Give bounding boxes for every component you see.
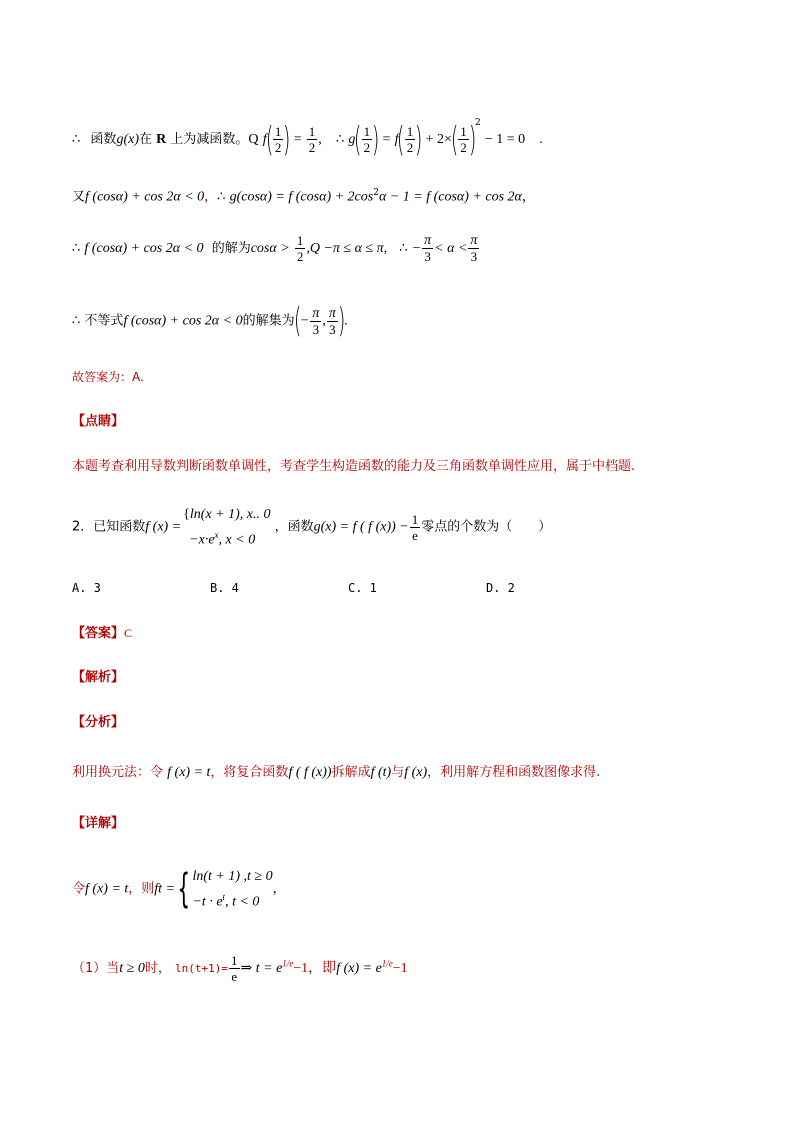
- choice-d[interactable]: D. 2: [486, 581, 515, 595]
- fenxi-heading: 【分析】: [72, 715, 125, 730]
- answer-line: 故答案为：A.: [72, 370, 144, 384]
- therefore-symbol: ∴: [72, 132, 81, 147]
- choice-b[interactable]: B. 4: [210, 581, 239, 595]
- fenxi-text: 利用换元法：令 f (x) = t，将复合函数f ( f (x))拆解成f (t)与f (x)，利用解方程和函数图像求得.: [72, 765, 601, 780]
- substitution-line: 令f (x) = t，则ft ={ ln(t + 1) ,t ≥ 0 $-t \cdot e^t$, t < 0 ，: [72, 866, 286, 913]
- line-you: 又f (cosα) + cos 2α < 0，∴ g(cosα) = f $(\cos\alpha) + 2\cos^2\alpha - 1 = f$ (cosα) + cos 2α，: [72, 188, 535, 205]
- jiexi-heading: 【解析】: [72, 670, 125, 685]
- choice-c[interactable]: C. 1: [348, 581, 377, 595]
- case-1-line: （1）当t ≥ 0时， ln(t+1)= $\frac{1}{e}$ ⇒ $t = e^{1/e}-1$，即f $(x) = e^{1/e}-1$: [72, 953, 408, 984]
- dianjing-heading: 【点睛】: [72, 414, 125, 429]
- question-2: 2．已知函数f (x) = {ln(x + 1), x.. 0 $-x\cdot e^x$, x < 0 ，函数g(x) = f ( f (x)) − $\frac{1}{e}$ 零点的个数为（ ）: [72, 507, 552, 548]
- line-solution: ∴ f (cosα) + cos 2α < 0 的解为cosα > $\frac{1}{2}$ ,Q −π ≤ α ≤ π, ∴ − $\frac{\pi}{3}$ < α < $\frac{\pi}{3}$: [72, 233, 478, 264]
- xiangjie-heading: 【详解】: [72, 816, 125, 831]
- line-g-decreasing: ∴ 函数g(x)在 R 上为减函数。Q f( $\frac{1}{2}$ ) = $\frac{1}{2}$ , ∴ g( $\frac{1}{2}$ ) = f( $\frac{1}{2}$ ) + 2×( $\frac{1}{2}$ )$^2$ − 1 = 0 .: [72, 118, 543, 160]
- dianjing-text: 本题考查利用导数判断函数单调性，考查学生构造函数的能力及三角函数单调性应用，属于中档题.: [72, 459, 636, 474]
- choice-a[interactable]: A. 3: [72, 581, 101, 595]
- line-solution-set: ∴ 不等式f (cosα) + cos 2α < 0的解集为(− $\frac{\pi}{3}$ , $\frac{\pi}{3}$ ).: [72, 301, 348, 341]
- answer-heading: 【答案】C: [72, 626, 133, 641]
